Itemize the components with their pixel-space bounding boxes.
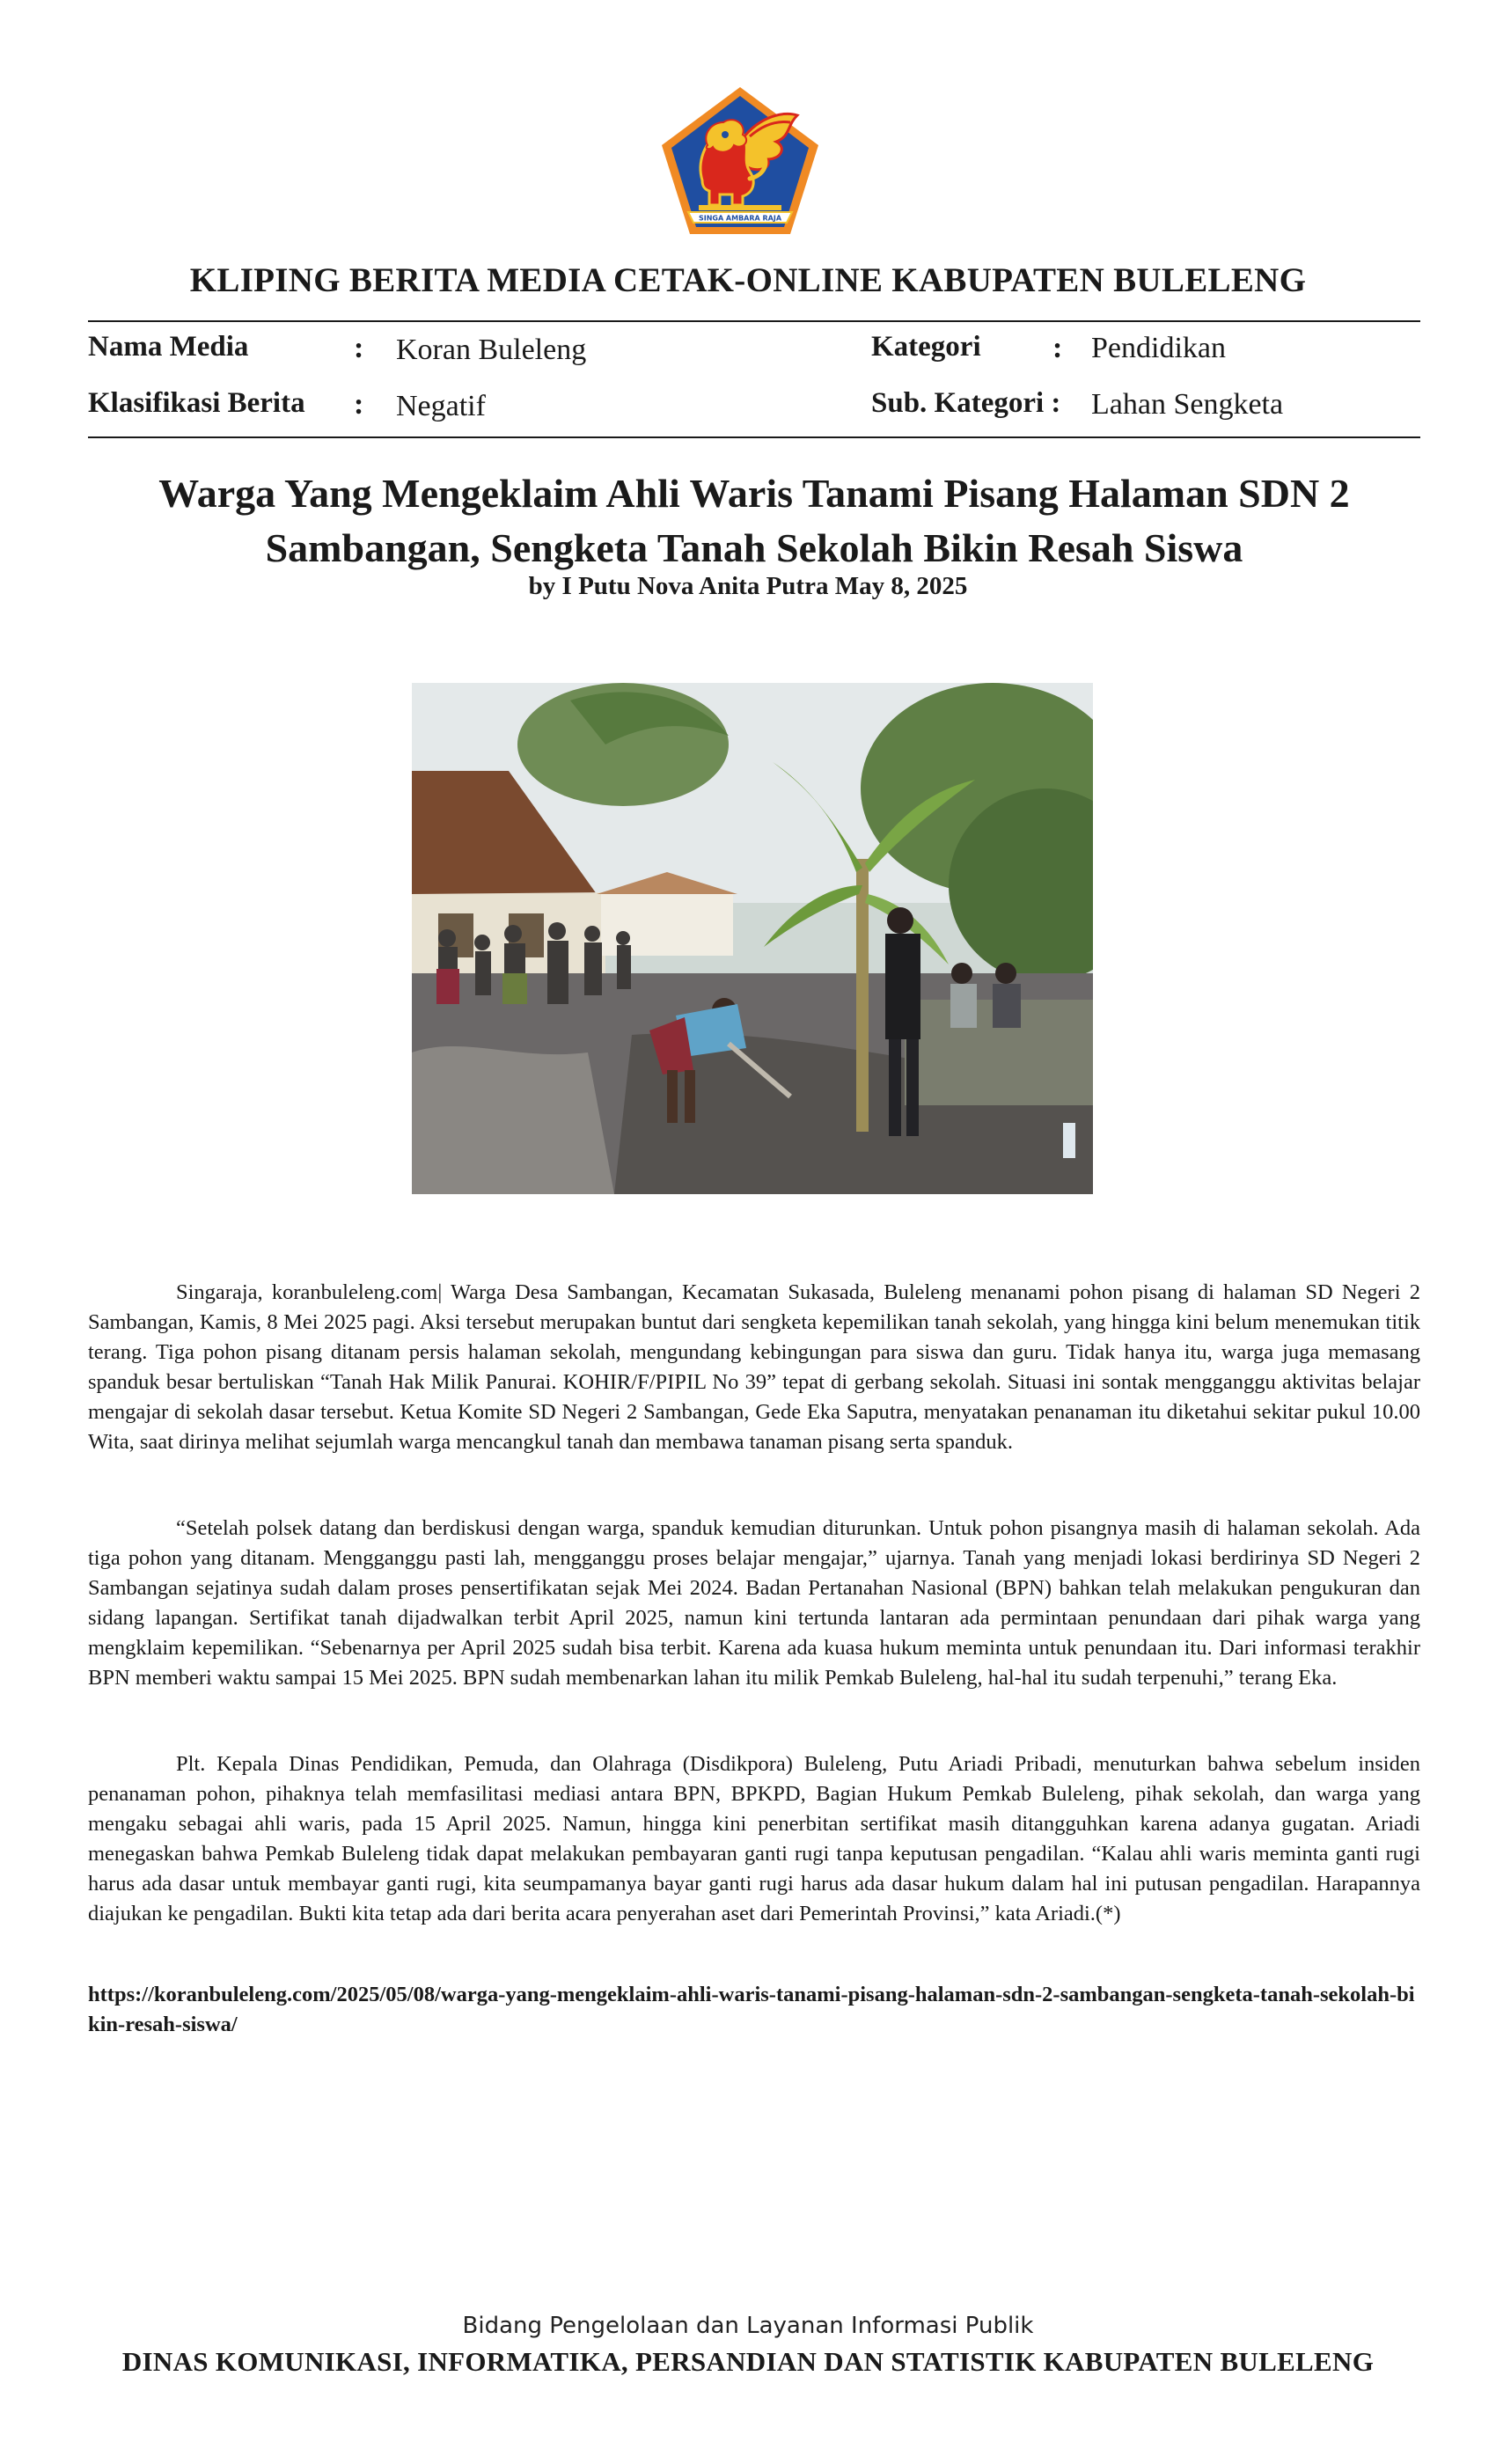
category-label: Kategori bbox=[871, 331, 981, 363]
footer-division: Bidang Pengelolaan dan Layanan Informasi Publik bbox=[462, 2313, 1034, 2339]
article-paragraph-2 bbox=[88, 1514, 1420, 1693]
article-paragraph-3 bbox=[88, 1749, 1420, 1929]
media-name-value: Koran Buleleng bbox=[396, 334, 587, 366]
article-paragraph-1 bbox=[88, 1278, 1420, 1457]
paragraph-text: “Setelah polsek datang dan berdiskusi dengan warga, spanduk kemudian diturunkan. Untuk pohon pisangnya masih di halaman sekolah. Ada tiga pohon yang ditanam. Mengganggu pasti lah, mengganggu proses belajar mengajar,” ujarnya. Tanah yang menjadi lokasi berdirinya SD Negeri 2 Sambangan sejatinya sudah dalam proses pensertifikatan sejak Mei 2024. Badan Pertanahan Nasional (BPN) bahkan telah melakukan pengukuran dan sidang lapangan. Sertifikat tanah dijadwalkan terbit April 2025, namun kini tertunda lantaran ada permintaan penundaan dari pihak warga yang mengklaim kepemilikan. “Sebenarnya per April 2025 sudah bisa terbit. Karena ada kuasa hukum meminta untuk penundaan itu. Dari informasi terakhir BPN memberi waktu sampai 15 Mei 2025. BPN sudah membenarkan lahan itu milik Pemkab Buleleng, hal-hal itu sudah terpenuhi,” terang Eka. bbox=[88, 1516, 1420, 1690]
news-photo bbox=[412, 683, 1093, 1194]
article-title: Warga Yang Mengeklaim Ahli Waris Tanami Pisang Halaman SDN 2 Sambangan, Sengketa Tanah Sekolah Bikin Resah Siswa bbox=[158, 471, 1350, 570]
media-name-colon: : bbox=[354, 332, 364, 364]
document-header-title: KLIPING BERITA MEDIA CETAK-ONLINE KABUPATEN BULELENG bbox=[189, 261, 1307, 299]
source-url-link[interactable]: https://koranbuleleng.com/2025/05/08/warga-yang-mengeklaim-ahli-waris-tanami-pisang-halaman-sdn-2-sambangan-sengketa-tanah-sekolah-bikin-resah-siswa/ bbox=[88, 1983, 1415, 2036]
crest-motto: SINGA AMBARA RAJA bbox=[698, 214, 782, 223]
header-divider-top bbox=[88, 320, 1420, 322]
article-byline: by I Putu Nova Anita Putra May 8, 2025 bbox=[528, 572, 968, 600]
footer-agency: DINAS KOMUNIKASI, INFORMATIKA, PERSANDIAN DAN STATISTIK KABUPATEN BULELENG bbox=[121, 2346, 1375, 2377]
news-classification-colon: : bbox=[354, 388, 364, 421]
buleleng-crest-logo bbox=[658, 84, 822, 238]
news-classification-label: Klasifikasi Berita bbox=[88, 387, 305, 419]
category-colon: : bbox=[1052, 332, 1063, 364]
paragraph-text: Singaraja, koranbuleleng.com| Warga Desa Sambangan, Kecamatan Sukasada, Buleleng menanami pohon pisang di halaman SD Negeri 2 Sambangan, Kamis, 8 Mei 2025 pagi. Aksi tersebut merupakan buntut dari sengketa kepemilikan tanah sekolah, yang hingga kini belum menemukan titik terang. Tiga pohon pisang ditanam persis halaman sekolah, mengundang kebingungan para siswa dan guru. Tidak hanya itu, warga juga memasang spanduk besar bertuliskan “Tanah Hak Milik Panurai. KOHIR/F/PIPIL No 39” tepat di gerbang sekolah. Situasi ini sontak mengganggu aktivitas belajar mengajar di sekolah dasar tersebut. Ketua Komite SD Negeri 2 Sambangan, Gede Eka Saputra, menyatakan penanaman itu diketahui sekitar pukul 10.00 Wita, saat dirinya melihat sejumlah warga mencangkul tanah dan membawa tanaman pisang serta spanduk. bbox=[88, 1280, 1420, 1454]
category-value: Pendidikan bbox=[1091, 332, 1226, 364]
paragraph-text: Plt. Kepala Dinas Pendidikan, Pemuda, dan Olahraga (Disdikpora) Buleleng, Putu Ariadi Pribadi, menuturkan bahwa sebelum insiden penanaman pohon, pihaknya telah memfasilitasi mediasi antara BPN, BPKPD, Bagian Hukum Pemkab Buleleng, pihak sekolah, dan warga yang mengaku sebagai ahli waris, pada 15 April 2025. Namun, hingga kini penerbitan sertifikat masih ditangguhkan karena adanya gugatan. Ariadi menegaskan bahwa Pemkab Buleleng tidak dapat melakukan pembayaran ganti rugi tanpa keputusan pengadilan. “Kalau ahli waris meminta ganti rugi harus ada dasar untuk membayar ganti rugi, kita seumpamanya bayar ganti rugi harus ada dasar hukum dalam hal ini putusan pengadilan. Harapannya diajukan ke pengadilan. Bukti kita tetap ada dari berita acara penyerahan aset dari Pemerintah Provinsi,” kata Ariadi.(*) bbox=[88, 1752, 1420, 1925]
news-classification-value: Negatif bbox=[396, 390, 486, 422]
media-name-label: Nama Media bbox=[88, 331, 249, 363]
subcategory-label: Sub. Kategori : bbox=[871, 387, 1061, 419]
subcategory-value: Lahan Sengketa bbox=[1091, 388, 1284, 421]
header-divider-bottom bbox=[88, 436, 1420, 438]
